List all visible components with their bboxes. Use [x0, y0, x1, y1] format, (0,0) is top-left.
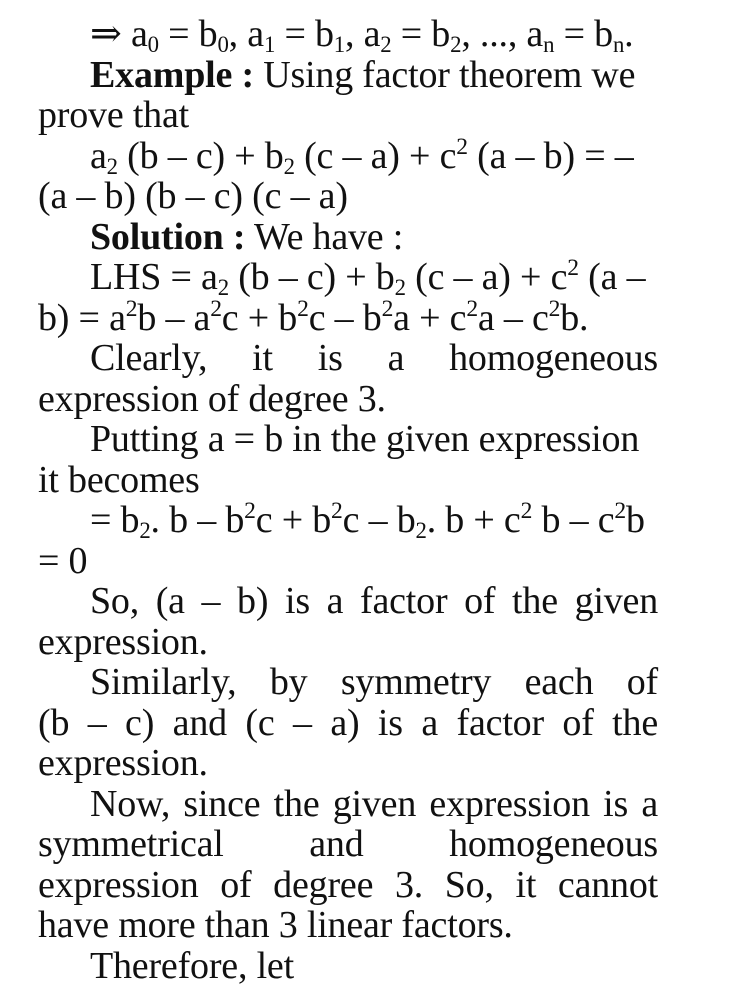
- identity-line-2: (a – b) (b – c) (c – a): [38, 175, 348, 217]
- text-line-10: expression of degree 3.: [38, 377, 386, 420]
- solution-text: We have :: [245, 215, 404, 258]
- document-page: [38, 14, 658, 986]
- text-line-11: Putting a = b in the given expression: [90, 418, 640, 460]
- identity-line-1: $a_2$ $(b - c) + b_2$ $(c - a) + c^2$ (a – b) = –: [90, 133, 634, 179]
- text-line-12: it becomes: [38, 458, 200, 501]
- text-line-19: expression.: [38, 742, 208, 784]
- example-label: Example :: [90, 53, 254, 96]
- text-line-20: Now, since the given expression is a: [90, 782, 658, 825]
- text-line-21: symmetrical and homogeneous: [38, 823, 658, 865]
- text-line-22: expression of degree 3. So, it cannot: [38, 863, 658, 906]
- implication-line: ⇒ $a_0 = b_0$, $a_1 = b_1$, $a_2 = b_2$, ..., $a_n = b_n$.: [90, 13, 634, 57]
- text-line-17: Similarly, by symmetry each of: [90, 661, 658, 703]
- example-text: Using factor theorem we: [253, 53, 636, 96]
- solution-line: [38, 217, 658, 258]
- lhs-line-2: $b) = a^2b - a^2c + b^2c - b^2a + c^2a - c^2b$.: [38, 295, 589, 339]
- text-line-3: prove that: [38, 94, 190, 136]
- text-line-18: (b – c) and (c – a) is a factor of the: [38, 701, 658, 744]
- result-line: = 0: [38, 539, 88, 582]
- text-line-9: Clearly, it is a homogeneous: [90, 337, 658, 379]
- text-line-23: have more than 3 linear factors.: [38, 904, 513, 946]
- lhs-line-1: LHS = $a_2$ $(b - c) + b_2$ $(c - a) + c^2$ (a –: [90, 255, 646, 300]
- text-line-15: So, (a – b) is a factor of the given: [90, 580, 658, 622]
- substitution-line: = $b_2$. $b - b^2c + b^2c - b_2$. $b + c^2$ b – $c^2b$: [90, 498, 645, 543]
- text-line-24: Therefore, let: [90, 944, 294, 987]
- example-line: [38, 55, 658, 96]
- text-line-16: expression.: [38, 620, 208, 663]
- solution-label: Solution :: [90, 215, 246, 258]
